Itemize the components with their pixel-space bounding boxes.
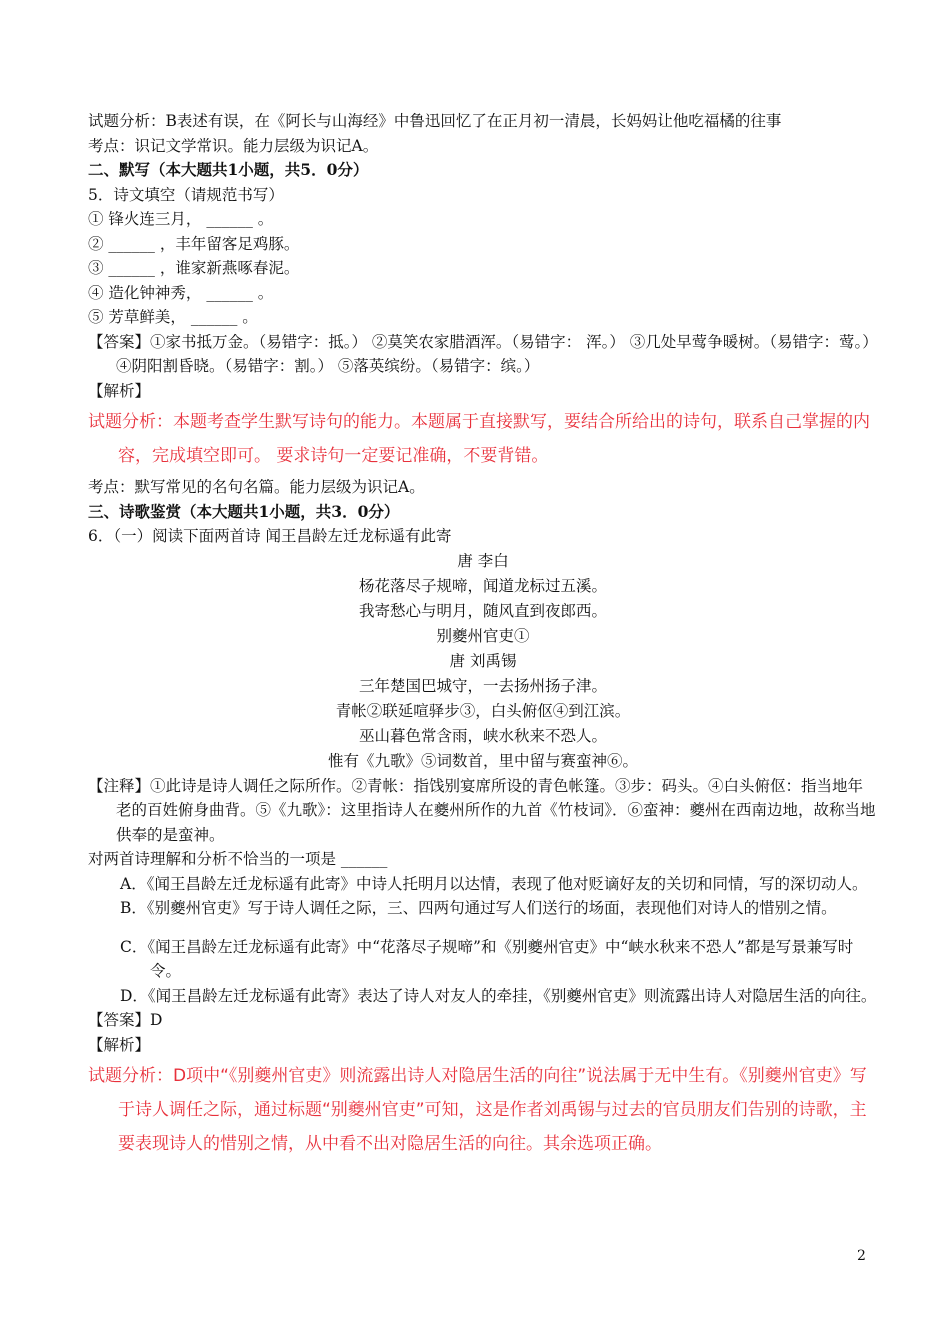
poem2-title: 别夔州官吏① xyxy=(436,626,530,645)
poem2-line: 巫山暮色常含雨，峡水秋来不恐人。 xyxy=(358,726,607,745)
q5-jiexi-label: 【解析】 xyxy=(88,381,151,400)
q5-item: ② ______ ，丰年留客足鸡豚。 xyxy=(88,234,300,253)
q6-notes: 【注释】①此诗是诗人调任之际所作。②青帐：指饯别宴席所设的青色帐篷。③步：码头。④白头俯伛：指当地年老的百姓俯身曲背。⑤《九歌》：这里指诗人在夔州所作的九首《竹枝词》．⑥蛮神：夔州在西南边地，故称当地供奉的是蛮神。 xyxy=(88,776,876,844)
q5-item: ③ ______ ，谁家新燕啄春泥。 xyxy=(88,259,300,277)
q6-option-a: A．《闻王昌龄左迁龙标遥有此寄》中诗人托明月以达情，表现了他对贬谪好友的关切和同情，写的深切动人。 xyxy=(120,874,868,893)
q6-option-c: C．《闻王昌龄左迁龙标遥有此寄》中“花落尽子规啼”和《别夔州官吏》中“峡水秋来不恐人”都是写景兼写时令。 xyxy=(120,937,854,980)
q6-answer: 【答案】D xyxy=(88,1011,163,1029)
spacer xyxy=(88,921,878,935)
poem1-line: 我寄愁心与明月，随风直到夜郎西。 xyxy=(358,601,607,620)
section2-title: 二、默写（本大题共1小题，共5．0分） xyxy=(88,160,369,179)
poem2-author: 唐 刘禹锡 xyxy=(449,651,517,670)
poem1-line: 杨花落尽子规啼，闻道龙标过五溪。 xyxy=(358,576,607,595)
poem2-line: 三年楚国巴城守，一去扬州扬子津。 xyxy=(358,676,607,695)
page-content xyxy=(88,109,878,1163)
poem2-line: 青帐②联延喧驿步③，白头俯伛④到江滨。 xyxy=(335,701,631,720)
q4-analysis: 试题分析：B表述有误，在《阿长与山海经》中鲁迅回忆了在正月初一清晨，长妈妈让他吃福橘的往事 xyxy=(88,112,782,130)
q6-analysis: 试题分析：D项中“《别夔州官吏》则流露出诗人对隐居生活的向往”说法属于无中生有。《别夔州官吏》写于诗人调任之际，通过标题“别夔州官吏”可知，这是作者刘禹锡与过去的官员朋友们告别的诗歌，主要表现诗人的惜别之情，从中看不出对隐居生活的向往。其余选项正确。 xyxy=(88,1066,867,1154)
q6-jiexi-label: 【解析】 xyxy=(88,1035,151,1054)
q5-item: ① 锋火连三月， ______ 。 xyxy=(88,210,274,228)
q5-point: 考点：默写常见的名句名篇。能力层级为识记A。 xyxy=(88,478,425,496)
q6-option-b: B．《别夔州官吏》写于诗人调任之际，三、四两句通过写人们送行的场面，表现他们对诗人的惜别之情。 xyxy=(120,899,837,917)
poem1-author: 唐 李白 xyxy=(457,551,509,570)
page-number: 2 xyxy=(857,1248,866,1264)
q5-analysis: 试题分析：本题考查学生默写诗句的能力。本题属于直接默写，要结合所给出的诗句，联系自己掌握的内容，完成填空即可。 要求诗句一定要记准确，不要背错。 xyxy=(88,412,870,466)
q6-stem: 6．（一）阅读下面两首诗 闻王昌龄左迁龙标遥有此寄 xyxy=(88,527,452,545)
q6-option-d: D．《闻王昌龄左迁龙标遥有此寄》表达了诗人对友人的牵挂，《别夔州官吏》则流露出诗人对隐居生活的向往。 xyxy=(120,986,877,1005)
section3-title: 三、诗歌鉴赏（本大题共1小题，共3．0分） xyxy=(88,501,400,521)
q5-stem: 5．诗文填空（请规范书写） xyxy=(88,185,284,204)
q4-point: 考点：识记文学常识。能力层级为识记A。 xyxy=(88,136,379,155)
q5-answer: 【答案】①家书抵万金。（易错字：抵。） ②莫笑农家腊酒浑。（易错字： 浑。） ③几处早莺争暖树。（易错字：莺。） ④阴阳割昏晓。（易错字：割。） ⑤落英缤纷。（易错字：缤。） xyxy=(88,332,878,375)
q5-item: ④ 造化钟神秀， ______ 。 xyxy=(88,283,274,302)
q5-item: ⑤ 芳草鲜美， ______ 。 xyxy=(88,308,258,326)
poem2-line: 惟有《九歌》⑤词数首，里中留与赛蛮神⑥。 xyxy=(327,751,638,770)
q6-question: 对两首诗理解和分析不恰当的一项是 ______ xyxy=(88,850,388,868)
